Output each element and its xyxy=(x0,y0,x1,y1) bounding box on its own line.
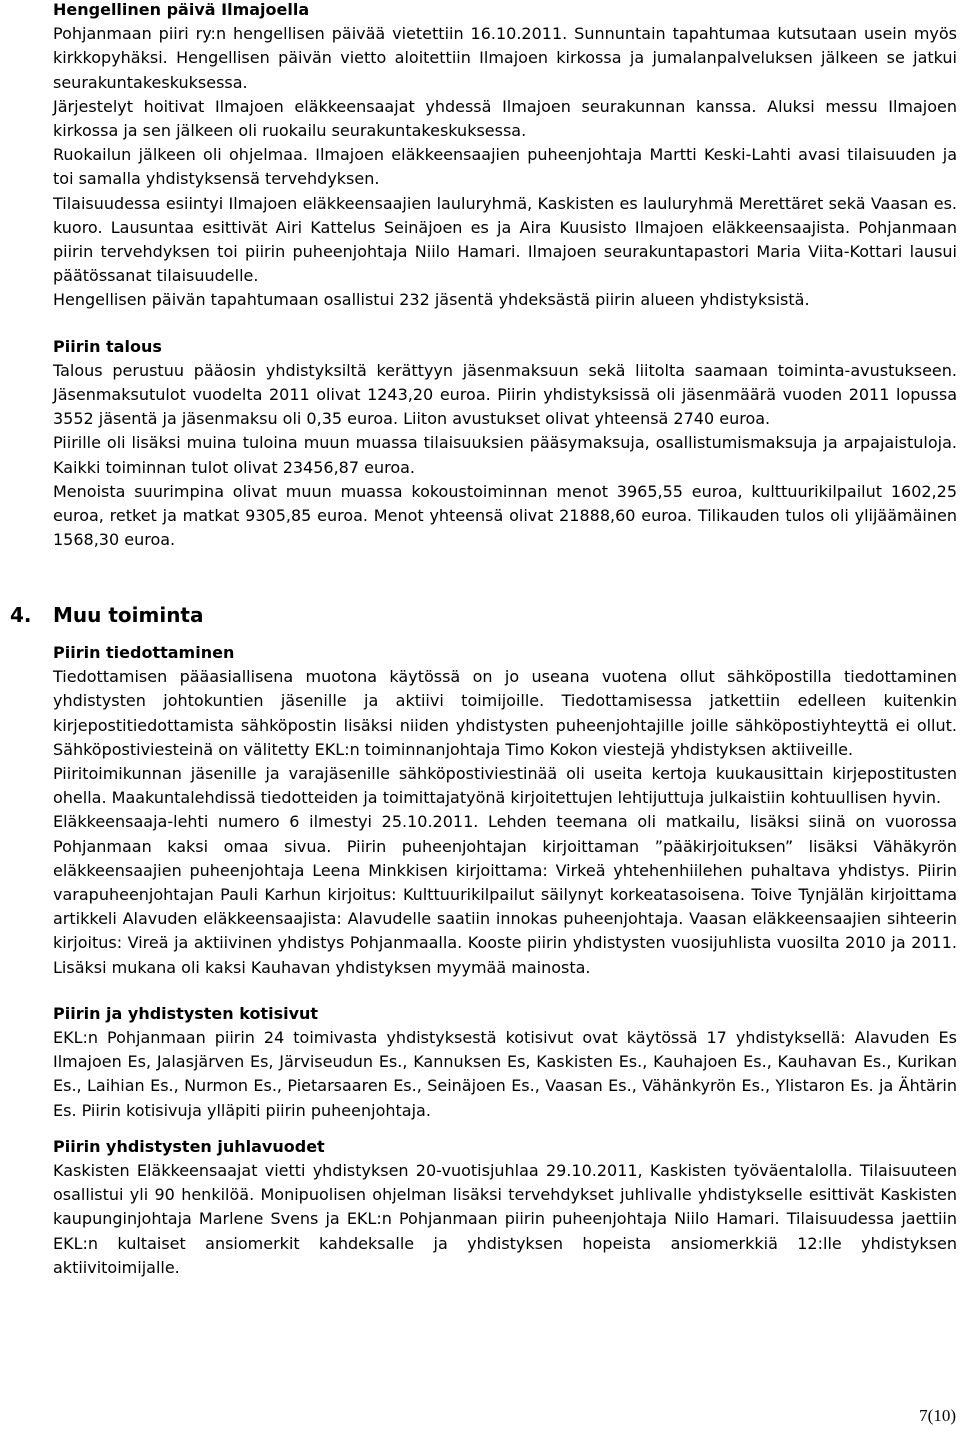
paragraph: Talous perustuu pääosin yhdistyksiltä kerättyyn jäsenmaksuun sekä liitolta saamaan toiminta-avustukseen. Jäsenmaksutulot vuodelta 2011 olivat 1243,20 euroa. Piirin yhdistyksissä oli jäsenmäärä vuoden 2011 lopussa 3552 jäsentä ja jäsenmaksu oli 0,35 euroa. Liiton avustukset olivat yhteensä 2740 euroa. xyxy=(53,360,957,429)
paragraph: Tilaisuudessa esiintyi Ilmajoen eläkkeensaajien lauluryhmä, Kaskisten es lauluryhmä Merettäret sekä Vaasan es. kuoro. Lausuntaa esittivät Airi Kattelus Seinäjoen es ja Aira Kuusisto Ilmajoen eläkkeensaajista. Pohjanmaan piirin tervehdyksen toi piirin puheenjohtaja Niilo Hamari. Ilmajoen seurakuntapastori Maria Viita-Kottari lausui päätössanat tilaisuudelle. xyxy=(53,193,957,286)
paragraph: EKL:n Pohjanmaan piirin 24 toimivasta yhdistyksestä kotisivut ovat käytössä 17 yhdistyksellä: Alavuden Es Ilmajoen Es, Jalasjärven Es, Järviseudun Es., Kannuksen Es, Kaskisten Es., Kauhajoen Es., Kauhavan Es., Kurikan Es., Laihian Es., Nurmon Es., Pietarsaaren Es., Seinäjoen Es., Vaasan Es., Vähänkyrön Es., Ylistaron Es. ja Ähtärin Es. Piirin kotisivuja ylläpiti piirin puheenjohtaja. xyxy=(53,1028,957,1120)
page-number: 7(10) xyxy=(919,1406,956,1425)
chapter-number: 4. xyxy=(10,603,32,627)
lower-content xyxy=(53,641,957,1280)
paragraph: Kaskisten Eläkkeensaajat vietti yhdistyksen 20-vuotisjuhlaa 29.10.2011, Kaskisten työväentalolla. Tilaisuuteen osallistui yli 90 henkilöä. Monipuolisen ohjelman lisäksi tervehdykset juhlivalle yhdistykselle esittivät Kaskisten kaupunginjohtaja Marlene Svens ja EKL:n Pohjanmaan piirin puheenjohtaja Niilo Hamari. Tilaisuudessa jaettiin EKL:n kultaiset ansiomerkit kahdeksalle ja yhdistyksen hopeista ansiomerkkiä 12:lle yhdistyksen aktiivitoimijalle. xyxy=(53,1161,957,1277)
section-heading-tiedottaminen: Piirin tiedottaminen xyxy=(53,643,235,662)
paragraph: Järjestelyt hoitivat Ilmajoen eläkkeensaajat yhdessä Ilmajoen seurakunnan kanssa. Aluksi messu Ilmajoen kirkossa ja sen jälkeen oli ruokailu seurakuntakeskuksessa. xyxy=(53,96,957,141)
section-heading-juhlavuodet: Piirin yhdistysten juhlavuodet xyxy=(53,1136,325,1156)
paragraph: Pohjanmaan piiri ry:n hengellisen päivää vietettiin 16.10.2011. Sunnuntain tapahtumaa kutsutaan usein myös kirkkopyhäksi. Hengellisen päivän vietto aloitettiin Ilmajoen kirkossa ja jumalanpalveluksen jälkeen se jatkui seurakuntakeskuksessa. xyxy=(53,24,957,92)
paragraph: Piirille oli lisäksi muina tuloina muun muassa tilaisuuksien pääsymaksuja, osallistumismaksuja ja arpajaistuloja. Kaikki toiminnan tulot olivat 23456,87 euroa. xyxy=(53,433,957,477)
section-heading-hengellinen: Hengellinen päivä Ilmajoella xyxy=(53,0,310,19)
section-heading-talous: Piirin talous xyxy=(53,336,162,356)
paragraph: Menoista suurimpina olivat muun muassa kokoustoiminnan menot 3965,55 euroa, kulttuurikilpailut 1602,25 euroa, retket ja matkat 9305,85 euroa. Menot yhteensä olivat 21888,60 euroa. Tilikauden tulos oli ylijäämäinen 1568,30 euroa. xyxy=(53,481,957,550)
paragraph: Piiritoimikunnan jäsenille ja varajäsenille sähköpostiviestinää oli useita kertoja kuukausittain kirjepostitusten ohella. Maakuntalehdissä tiedotteiden ja toimittajatyönä kirjoitettujen lehtijuttuja julkaistiin kohtuullisen hyvin. xyxy=(53,764,957,808)
section-heading-kotisivut: Piirin ja yhdistysten kotisivut xyxy=(53,1003,319,1023)
chapter-title: Muu toiminta xyxy=(53,603,204,627)
chapter-heading xyxy=(0,600,957,630)
paragraph: Tiedottamisen pääasiallisena muotona käytössä on jo useana vuotena ollut sähköpostilla tiedottaminen yhdistysten johtokuntien jäsenille ja aktiivi toimijoille. Tiedottamisessa jatkettiin edelleen kuitenkin kirjepostitiedottamista sähköpostin lisäksi niiden yhdistysten puheenjohtajille joille sähköpostiyhteyttä ei ollut. Sähköpostiviesteinä on välitetty EKL:n toiminnanjohtaja Timo Kokon viestejä yhdistyksen aktiiveille. xyxy=(53,667,957,759)
upper-content xyxy=(53,0,957,552)
paragraph: Eläkkeensaaja-lehti numero 6 ilmestyi 25.10.2011. Lehden teemana oli matkailu, lisäksi siinä on vuorossa Pohjanmaan kaksi omaa sivua. Piirin puheenjohtajan kirjoittaman ”pääkirjoituksen” lisäksi Vähäkyrön eläkkeensaajien puheenjohtaja Leena Minkkisen kirjoittama: Virkeä yhtehenhiilehen puhaltava yhdistys. Piirin varapuheenjohtajan Pauli Karhun kirjoitus: Kulttuurikilpailut säilynyt korkeatasoisena. Toive Tynjälän kirjoittama artikkeli Alavuden eläkkeensaajista: Alavudelle saatiin innokas puheenjohtaja. Vaasan eläkkeensaajien sihteerin kirjoitus: Vireä ja aktiivinen yhdistys Pohjanmaalla. Kooste piirin yhdistysten vuosijuhlista vuosilta 2010 ja 2011. Lisäksi mukana oli kaksi Kauhavan yhdistyksen myymää mainosta. xyxy=(53,812,957,977)
paragraph: Hengellisen päivän tapahtumaan osallistui 232 jäsentä yhdeksästä piirin alueen yhdistyksistä. xyxy=(53,290,810,310)
paragraph: Ruokailun jälkeen oli ohjelmaa. Ilmajoen eläkkeensaajien puheenjohtaja Martti Keski-Lahti avasi tilaisuuden ja toi samalla yhdistyksensä tervehdyksen. xyxy=(53,145,957,189)
